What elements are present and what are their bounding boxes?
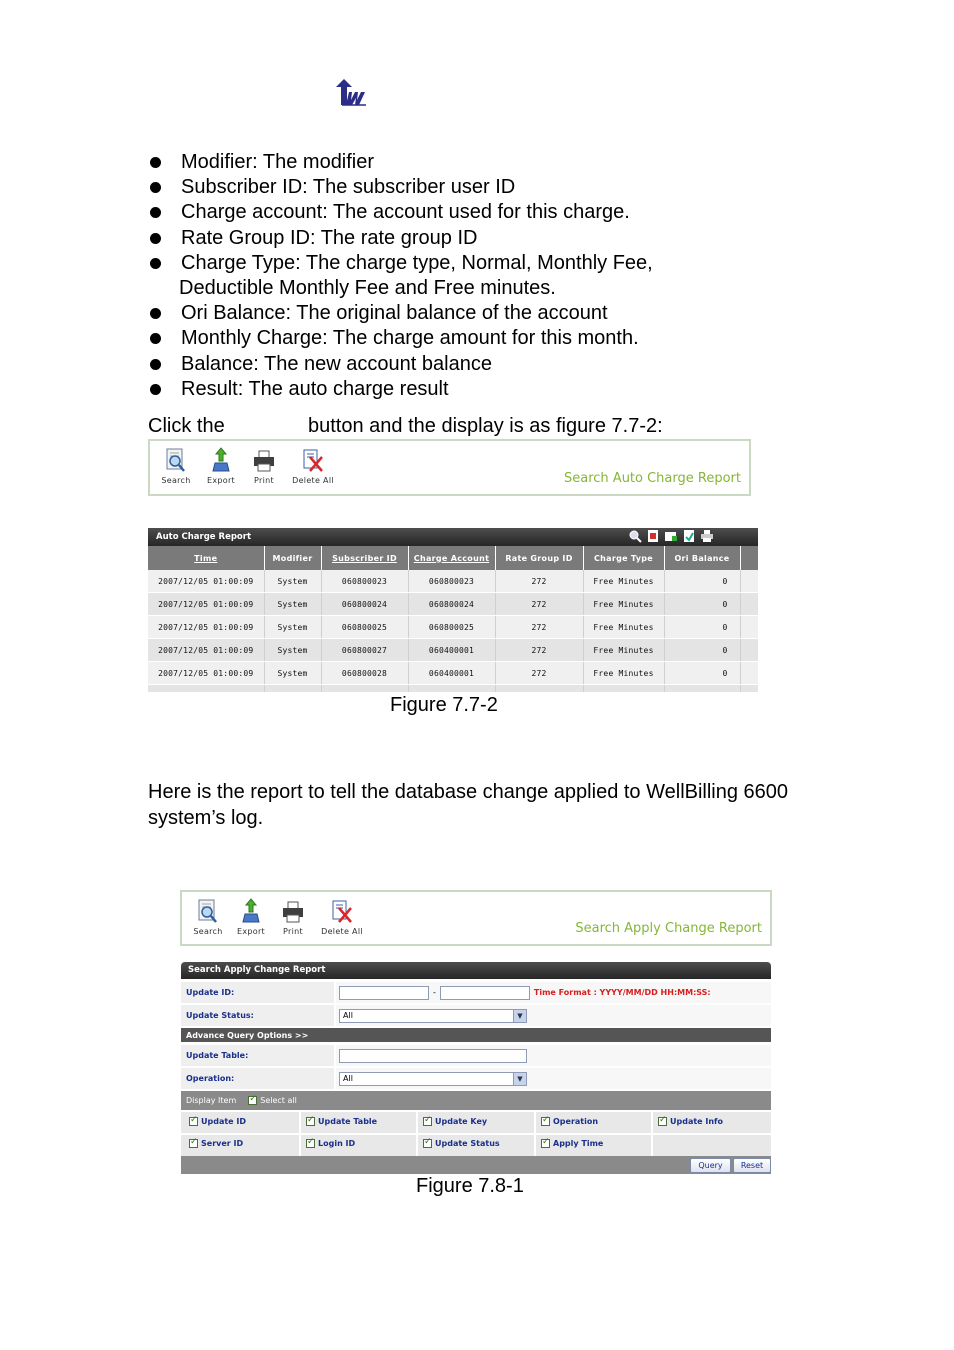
display-item-label: Display Item [186, 1096, 237, 1105]
click-text-after: button and the display is as figure 7.7-2: [308, 415, 663, 437]
cell-time: 2007/12/05 01:00:09 [148, 593, 264, 616]
search-button[interactable] [187, 898, 229, 936]
cell-subscriber-id: 060800028 [321, 662, 408, 685]
cell-subscriber-id: 060800024 [321, 593, 408, 616]
checkbox-label: Apply Time [553, 1139, 604, 1148]
cell-modifier: System [264, 616, 321, 639]
search-button-label: Search [161, 476, 191, 485]
company-logo-icon [332, 78, 368, 108]
cell-overflow [740, 662, 758, 685]
display-operation-checkbox[interactable] [541, 1117, 598, 1126]
list-item [148, 150, 788, 175]
display-update-table-checkbox[interactable] [306, 1117, 377, 1126]
field-description-list [148, 150, 788, 402]
update-id-row [181, 982, 771, 1003]
select-all-label: Select all [260, 1096, 297, 1105]
list-item [148, 301, 788, 326]
list-item-text: Balance: The new account balance [181, 352, 492, 375]
list-item-text: Monthly Charge: The charge amount for this month. [181, 327, 639, 350]
list-item-text: Deductible Monthly Fee and Free minutes. [179, 277, 556, 300]
bullet-icon [150, 233, 161, 244]
cell-modifier: System [264, 662, 321, 685]
cell-subscriber-id [321, 685, 408, 693]
report-tools [628, 529, 714, 543]
checkbox-label: Update Key [435, 1117, 488, 1126]
display-update-key-checkbox[interactable] [423, 1117, 487, 1126]
display-item-bar [181, 1091, 771, 1110]
update-table-input[interactable] [339, 1049, 527, 1063]
checkbox-checked-icon[interactable] [541, 1139, 550, 1148]
cell-ori-balance: 0 [664, 593, 740, 616]
bullet-icon [150, 308, 161, 319]
report-table [148, 546, 758, 692]
cell-overflow [740, 570, 758, 593]
cell-rate-group-id: 272 [495, 570, 583, 593]
cell-ori-balance: 0 [664, 570, 740, 593]
cell-subscriber-id: 060800025 [321, 616, 408, 639]
cell-charge-type: Free Minutes [583, 639, 664, 662]
checkbox-label: Update ID [201, 1117, 246, 1126]
auto-charge-toolbar [148, 439, 751, 496]
cell-charge-type: Free Minutes [583, 593, 664, 616]
export-icon [239, 898, 263, 925]
checkbox-checked-icon[interactable] [306, 1117, 315, 1126]
list-item [148, 352, 788, 377]
cell-charge-account: 060400001 [408, 662, 495, 685]
checkbox-checked-icon[interactable] [189, 1139, 198, 1148]
export-icon [209, 447, 233, 474]
update-table-row [181, 1045, 771, 1066]
list-item-text: Subscriber ID: The subscriber user ID [181, 176, 516, 199]
cell-charge-account [408, 685, 495, 693]
cell-charge-account: 060800023 [408, 570, 495, 593]
bullet-icon [150, 333, 161, 344]
update-status-label: Update Status: [181, 1005, 336, 1026]
cell-charge-type: Free Minutes [583, 662, 664, 685]
operation-label: Operation: [181, 1068, 336, 1089]
cell-ori-balance: 0 [664, 662, 740, 685]
update-status-selected: All [343, 1010, 353, 1020]
reset-button[interactable]: Reset [733, 1158, 771, 1173]
checkbox-label: Update Info [670, 1117, 724, 1126]
export-button[interactable] [200, 447, 242, 485]
column-header-rate-group-id[interactable]: Rate Group ID [495, 546, 583, 570]
cell-time: 2007/12/05 01:00:09 [148, 662, 264, 685]
cell-charge-type [583, 685, 664, 693]
delete-all-icon [330, 898, 354, 925]
list-item-text: Rate Group ID: The rate group ID [181, 226, 478, 249]
cell-modifier: System [264, 570, 321, 593]
table-row[interactable] [148, 639, 758, 662]
export-button-label: Export [237, 927, 265, 936]
form-header-bar [181, 962, 771, 979]
cell-rate-group-id [495, 685, 583, 693]
cell-subscriber-id: 060800027 [321, 639, 408, 662]
cell-overflow [740, 639, 758, 662]
report-header-bar [148, 528, 758, 546]
column-header-charge-account[interactable]: Charge Account [408, 546, 495, 570]
list-item [148, 326, 788, 351]
cell-charge-account: 060800024 [408, 593, 495, 616]
list-item-continuation [148, 276, 788, 301]
click-text-before: Click the [148, 415, 225, 437]
cell-overflow [740, 593, 758, 616]
list-item-text: Result: The auto charge result [181, 377, 449, 400]
form-footer-bar [181, 1156, 771, 1174]
cell-time [148, 685, 264, 693]
operation-select[interactable] [339, 1072, 527, 1086]
search-button-label: Search [193, 927, 223, 936]
checkbox-checked-icon[interactable] [658, 1117, 667, 1126]
bullet-icon [150, 384, 161, 395]
print-button-label: Print [254, 476, 274, 485]
figure-caption: Figure 7.7-2 [390, 694, 498, 716]
list-item [148, 251, 788, 276]
bullet-icon [150, 258, 161, 269]
advance-query-options-bar[interactable] [181, 1028, 771, 1042]
cell-modifier [264, 685, 321, 693]
cell-time: 2007/12/05 01:00:09 [148, 639, 264, 662]
cell-ori-balance: 0 [664, 639, 740, 662]
checkbox-checked-icon[interactable] [306, 1139, 315, 1148]
query-button[interactable]: Query [690, 1158, 731, 1173]
table-row[interactable] [148, 616, 758, 639]
checkbox-label: Update Status [435, 1139, 500, 1148]
operation-selected: All [343, 1073, 353, 1083]
range-dash: - [433, 988, 436, 997]
search-icon [196, 898, 220, 925]
toolbar-title: Search Apply Change Report [575, 921, 762, 936]
list-item [148, 226, 788, 251]
list-item-text: Charge Type: The charge type, Normal, Monthly Fee, [181, 251, 653, 274]
update-status-row [181, 1005, 771, 1026]
excel-export-icon[interactable] [646, 529, 660, 543]
magnifier-icon[interactable] [628, 529, 642, 543]
table-row[interactable] [148, 593, 758, 616]
printer-icon[interactable] [700, 529, 714, 543]
export-button[interactable] [230, 898, 272, 936]
update-status-select[interactable] [339, 1009, 527, 1023]
update-id-from-input[interactable] [339, 986, 429, 1000]
checkbox-checked-icon[interactable] [248, 1096, 257, 1105]
table-row[interactable] [148, 685, 758, 693]
cell-overflow [740, 616, 758, 639]
bullet-icon [150, 359, 161, 370]
cell-modifier: System [264, 593, 321, 616]
click-instruction-rest [308, 414, 663, 440]
delete-all-button-label: Delete All [321, 927, 363, 936]
list-item-text: Modifier: The modifier [181, 151, 375, 173]
checkbox-label: Operation [553, 1117, 599, 1126]
apply-change-toolbar [180, 890, 772, 946]
cell-rate-group-id: 272 [495, 639, 583, 662]
checkbox-checked-icon[interactable] [423, 1139, 432, 1148]
display-server-id-checkbox[interactable] [189, 1139, 243, 1148]
checkbox-checked-icon[interactable] [423, 1117, 432, 1126]
search-icon [164, 447, 188, 474]
toolbar-title: Search Auto Charge Report [564, 471, 741, 486]
display-login-id-checkbox[interactable] [306, 1139, 355, 1148]
cell-overflow [740, 685, 758, 693]
column-header-time[interactable]: Time [148, 546, 264, 570]
time-format-hint: Time Format : YYYY/MM/DD HH:MM:SS: [533, 988, 711, 997]
display-update-status-checkbox[interactable] [423, 1139, 500, 1148]
update-id-value [336, 982, 771, 1003]
document-export-icon[interactable] [682, 529, 696, 543]
table-row[interactable] [148, 570, 758, 593]
list-item [148, 175, 788, 200]
cell-charge-type: Free Minutes [583, 570, 664, 593]
table-header-row [148, 546, 758, 570]
cell-modifier: System [264, 639, 321, 662]
checkbox-label: Update Table [318, 1117, 378, 1126]
cell-charge-account: 060400001 [408, 639, 495, 662]
delete-all-button-label: Delete All [292, 476, 334, 485]
chevron-down-icon: ▼ [513, 1010, 526, 1022]
cell-rate-group-id: 272 [495, 662, 583, 685]
cell-ori-balance [664, 685, 740, 693]
search-button[interactable] [155, 447, 197, 485]
apply-change-search-form [181, 962, 771, 1174]
cell-time: 2007/12/05 01:00:09 [148, 570, 264, 593]
cell-rate-group-id: 272 [495, 593, 583, 616]
update-id-to-input[interactable] [440, 986, 530, 1000]
advance-query-options-link[interactable]: Advance Query Options >> [186, 1030, 309, 1040]
bullet-icon [150, 157, 161, 168]
list-item-text: Ori Balance: The original balance of the account [181, 302, 608, 325]
update-status-value [336, 1005, 771, 1026]
print-button[interactable] [243, 447, 285, 485]
cell-charge-account: 060800025 [408, 616, 495, 639]
select-all-checkbox[interactable] [248, 1096, 297, 1105]
figure-caption: Figure 7.8-1 [416, 1175, 524, 1197]
checkbox-checked-icon[interactable] [189, 1117, 198, 1126]
print-button[interactable] [272, 898, 314, 936]
operation-value [336, 1068, 771, 1089]
delete-all-button[interactable] [292, 447, 334, 485]
cell-subscriber-id: 060800023 [321, 570, 408, 593]
form-title: Search Apply Change Report [188, 965, 326, 975]
chevron-down-icon: ▼ [513, 1073, 526, 1085]
update-table-value [336, 1045, 771, 1066]
checkbox-label: Server ID [201, 1139, 244, 1148]
intro-paragraph: Here is the report to tell the database change applied to WellBilling 6600 system’s log. [148, 781, 789, 829]
cell-charge-type: Free Minutes [583, 616, 664, 639]
print-button-label: Print [283, 927, 303, 936]
checkbox-checked-icon[interactable] [541, 1117, 550, 1126]
display-item-grid [181, 1112, 771, 1156]
column-header-subscriber-id[interactable]: Subscriber ID [321, 546, 408, 570]
checkbox-label: Login ID [318, 1139, 356, 1148]
add-record-icon[interactable] [664, 529, 678, 543]
display-update-info-checkbox[interactable] [658, 1117, 723, 1126]
list-item [148, 200, 788, 225]
bullet-icon [150, 207, 161, 218]
column-header-modifier[interactable]: Modifier [264, 546, 321, 570]
column-header-overflow [740, 546, 758, 570]
cell-rate-group-id: 272 [495, 616, 583, 639]
column-header-charge-type[interactable]: Charge Type [583, 546, 664, 570]
cell-time: 2007/12/05 01:00:09 [148, 616, 264, 639]
delete-all-button[interactable] [321, 898, 363, 936]
list-item-text: Charge account: The account used for this charge. [181, 201, 630, 224]
table-row[interactable] [148, 662, 758, 685]
click-instruction [148, 414, 225, 440]
display-apply-time-checkbox[interactable] [541, 1139, 603, 1148]
bullet-icon [150, 182, 161, 193]
export-button-label: Export [207, 476, 235, 485]
print-icon [281, 898, 305, 925]
cell-ori-balance: 0 [664, 616, 740, 639]
auto-charge-report-grid [148, 528, 758, 692]
list-item [148, 377, 788, 402]
column-header-ori-balance[interactable]: Ori Balance [664, 546, 740, 570]
report-title: Auto Charge Report [156, 532, 252, 542]
operation-row [181, 1068, 771, 1089]
update-id-label: Update ID: [181, 982, 336, 1003]
print-icon [252, 447, 276, 474]
delete-all-icon [301, 447, 325, 474]
display-update-id-checkbox[interactable] [189, 1117, 246, 1126]
update-table-label: Update Table: [181, 1045, 336, 1066]
